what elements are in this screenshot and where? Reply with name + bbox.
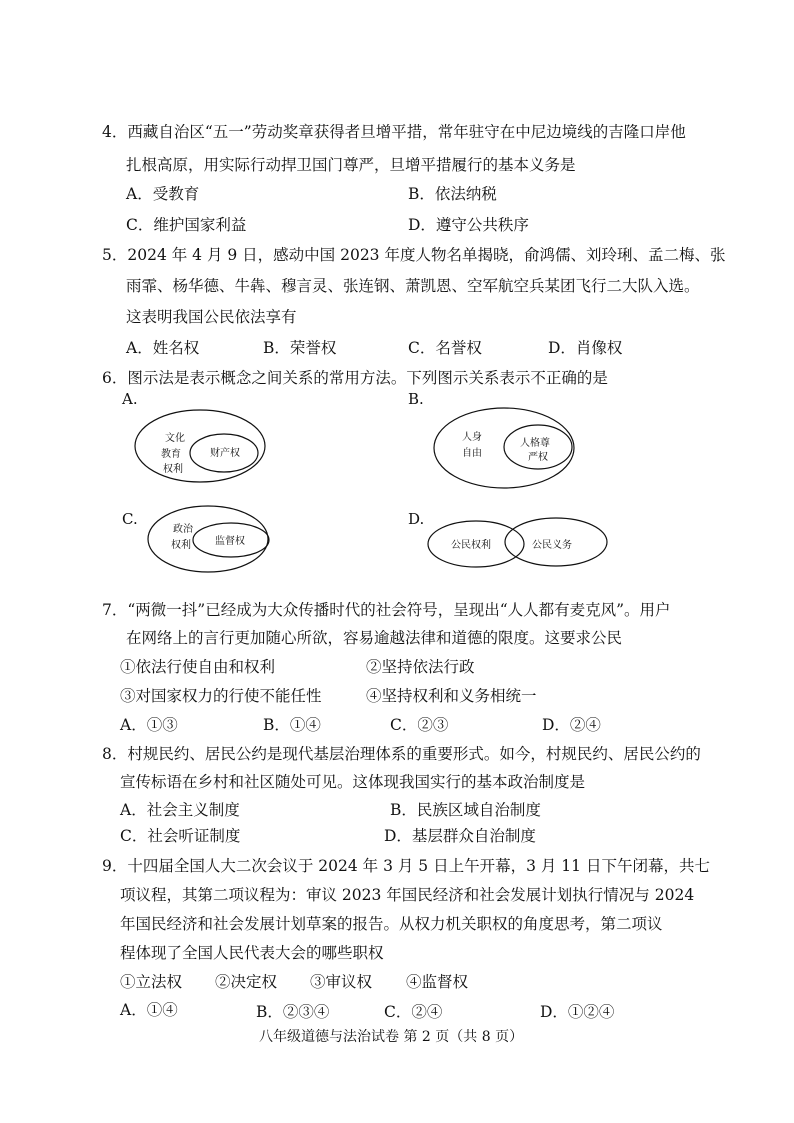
q6-label-a: A. [122,390,138,408]
q8-stem-line2: 宣传标语在乡村和社区随处可见。这体现我国实行的基本政治制度是 [120,773,586,791]
q4-option-b: B．依法纳税 [408,185,497,203]
diagram-a-outer-ellipse [135,410,265,482]
q7-item-2: ②坚持依法行政 [366,658,475,676]
diagram-a-outer-text-2: 教育 [161,449,181,460]
q4-option-d: D．遵守公共秩序 [408,216,529,234]
diagram-b-outer-ellipse [434,408,574,488]
q6-stem: 6．图示法是表示概念之间关系的常用方法。下列图示关系表示不正确的是 [102,369,608,387]
q5-stem-line3: 这表明我国公民依法享有 [126,308,297,326]
q7-option-b: B．①④ [263,716,321,734]
diagram-a-inner-ellipse [190,434,258,472]
q7-stem-line2: 在网络上的言行更加随心所欲，容易逾越法律和道德的限度。这要求公民 [126,629,623,647]
diagram-b-inner-text-2: 严权 [528,452,548,463]
q9-option-c: C．②④ [384,1003,443,1021]
diagram-a-outer-text-1: 文化 [165,433,185,444]
q5-stem-line2: 雨霏、杨华德、牛犇、穆言灵、张连钢、萧凯恩、空军航空兵某团飞行二大队入选。 [126,277,700,295]
diagram-d [428,518,607,567]
q7-item-4: ④坚持权利和义务相统一 [366,687,537,705]
q4-stem-line1: 4．西藏自治区“五一”劳动奖章获得者旦增平措，常年驻守在中尼边境线的吉隆口岸他 [102,123,686,141]
q6-label-c: C. [122,510,138,528]
q4-stem-line2: 扎根高原，用实际行动捍卫国门尊严，旦增平措履行的基本义务是 [126,156,576,174]
diagram-b-inner-text-1: 人格尊 [520,438,550,449]
q5-option-b: B．荣誉权 [263,339,337,357]
q8-option-b: B．民族区域自治制度 [390,801,541,819]
diagram-a-outer-text-3: 权利 [163,464,183,475]
q7-item-1: ①依法行使自由和权利 [120,658,276,676]
q9-stem-line4: 程体现了全国人民代表大会的哪些职权 [120,944,384,962]
q9-option-d: D．①②④ [540,1003,615,1021]
diagram-c-outer-text-2: 权利 [171,540,191,551]
page-footer: 八年级道德与法治试卷 第 2 页（共 8 页） [259,1029,524,1045]
q7-stem-line1: 7．“两微一抖”已经成为大众传播时代的社会符号，呈现出“人人都有麦克风”。用户 [102,601,671,619]
q7-option-c: C．②③ [390,716,449,734]
diagram-d-left-text: 公民权利 [451,540,491,551]
diagram-d-left-ellipse [428,521,524,567]
q4-option-c: C．维护国家利益 [126,216,247,234]
q9-stem-line1: 9．十四届全国人大二次会议于 2024 年 3 月 5 日上午开幕，3 月 11 日下午闭幕，共七 [102,857,710,875]
q8-stem-line1: 8．村规民约、居民公约是现代基层治理体系的重要形式。如今，村规民约、居民公约的 [102,745,701,763]
q9-item-4: ④监督权 [406,973,469,991]
diagram-a [135,410,265,482]
q5-option-d: D．肖像权 [548,339,623,357]
diagram-a-inner-text: 财产权 [210,448,240,459]
diagram-b-outer-text-1: 人身 [462,432,482,443]
q5-option-c: C．名誉权 [408,339,482,357]
q6-label-b: B. [408,390,424,408]
diagram-c [148,506,269,572]
diagram-d-right-ellipse [505,518,607,566]
diagram-c-outer-ellipse [148,506,268,572]
q7-option-d: D．②④ [542,716,601,734]
q9-option-a: A．①④ [120,1001,178,1019]
diagram-b [434,408,574,488]
q4-option-a: A．受教育 [126,185,200,203]
q9-item-2: ②决定权 [215,973,278,991]
diagram-c-outer-text-1: 政治 [173,524,193,535]
diagram-b-outer-text-2: 自由 [462,448,482,459]
q5-option-a: A．姓名权 [126,339,200,357]
q9-item-1: ①立法权 [120,973,183,991]
q8-option-a: A．社会主义制度 [120,801,240,819]
q6-label-d: D. [408,510,425,528]
q5-stem-line1: 5．2024 年 4 月 9 日，感动中国 2023 年度人物名单揭晓，俞鸿儒、刘玲琍、孟二梅、张 [102,246,726,264]
diagram-c-inner-text: 监督权 [215,536,245,547]
q7-option-a: A．①③ [120,716,178,734]
q9-item-3: ③审议权 [310,973,373,991]
q9-option-b: B．②③④ [256,1003,330,1021]
q9-stem-line3: 年国民经济和社会发展计划草案的报告。从权力机关职权的角度思考，第二项议 [120,915,663,933]
q7-item-3: ③对国家权力的行使不能任性 [120,687,322,705]
diagram-b-inner-ellipse [504,425,572,469]
diagram-c-inner-ellipse [193,523,269,557]
q8-option-c: C．社会听证制度 [120,827,241,845]
q9-stem-line2: 项议程，其第二项议程为：审议 2023 年国民经济和社会发展计划执行情况与 2024 [120,886,695,904]
q8-option-d: D．基层群众自治制度 [384,827,536,845]
diagram-d-right-text: 公民义务 [532,540,572,551]
